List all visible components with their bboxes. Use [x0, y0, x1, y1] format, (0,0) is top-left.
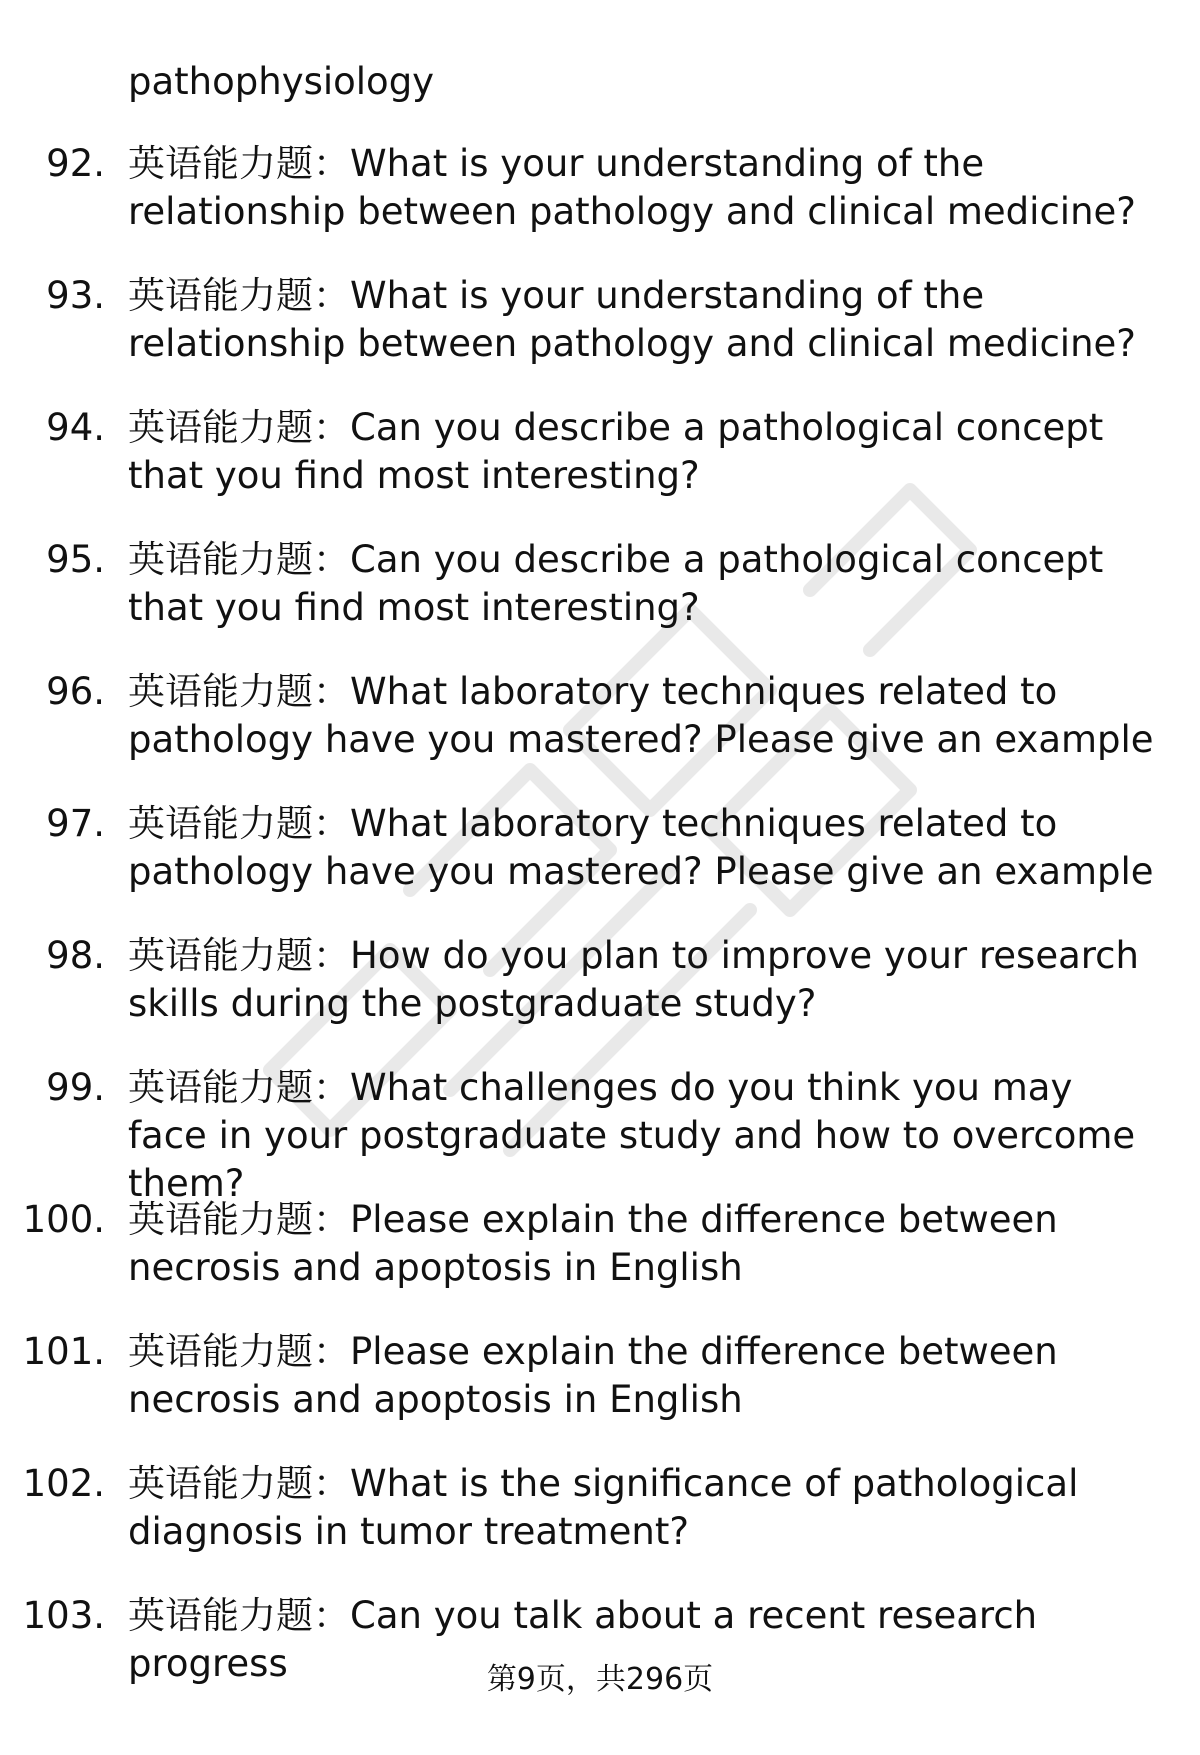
- question-item: [0, 800, 1200, 932]
- question-text: 英语能力题：Can you describe a pathological concept that you find most interesting?: [128, 406, 1104, 497]
- question-text: 英语能力题：What is your understanding of the relationship between pathology and clinical medicine?: [128, 274, 1136, 365]
- question-number: 101.: [22, 1330, 105, 1373]
- question-number: 96.: [46, 670, 105, 713]
- question-text: 英语能力题：Please explain the difference between necrosis and apoptosis in English: [128, 1330, 1058, 1421]
- question-number: 97.: [46, 802, 105, 845]
- question-number: 99.: [46, 1066, 105, 1109]
- question-text: 英语能力题：What is your understanding of the relationship between pathology and clinical medicine?: [128, 142, 1136, 233]
- question-item: [0, 140, 1200, 272]
- question-item: [0, 1328, 1200, 1460]
- question-text: 英语能力题：Can you talk about a recent research progress: [128, 1594, 1038, 1685]
- question-text: 英语能力题：What is the significance of pathological diagnosis in tumor treatment?: [128, 1462, 1079, 1553]
- continuation-line: pathophysiology: [128, 60, 435, 103]
- question-number: 92.: [46, 142, 105, 185]
- question-item: [0, 404, 1200, 536]
- question-number: 103.: [22, 1594, 105, 1637]
- question-item: [0, 1196, 1200, 1328]
- question-item: [0, 1592, 1200, 1724]
- question-number: 100.: [22, 1198, 105, 1241]
- question-number: 93.: [46, 274, 105, 317]
- question-item: [0, 668, 1200, 800]
- question-item: [0, 536, 1200, 668]
- question-number: 102.: [22, 1462, 105, 1505]
- question-list: [0, 140, 1200, 1724]
- page-footer: 第9页，共296页: [486, 1662, 714, 1697]
- question-text: 英语能力题：What laboratory techniques related to pathology have you mastered? Please give an example: [128, 802, 1154, 893]
- question-item: [0, 1460, 1200, 1592]
- question-text: 英语能力题：Can you describe a pathological concept that you find most interesting?: [128, 538, 1104, 629]
- question-text: 英语能力题：What laboratory techniques related to pathology have you mastered? Please give an example: [128, 670, 1154, 761]
- question-item: [0, 1064, 1200, 1205]
- question-number: 95.: [46, 538, 105, 581]
- question-text: 英语能力题：How do you plan to improve your research skills during the postgraduate study?: [128, 934, 1139, 1025]
- question-text: 英语能力题：Please explain the difference between necrosis and apoptosis in English: [128, 1198, 1058, 1289]
- question-text: 英语能力题：What challenges do you think you may face in your postgraduate study and how to overcome them?: [128, 1066, 1136, 1205]
- question-item: [0, 272, 1200, 404]
- question-number: 98.: [46, 934, 105, 977]
- question-item: [0, 932, 1200, 1064]
- question-number: 94.: [46, 406, 105, 449]
